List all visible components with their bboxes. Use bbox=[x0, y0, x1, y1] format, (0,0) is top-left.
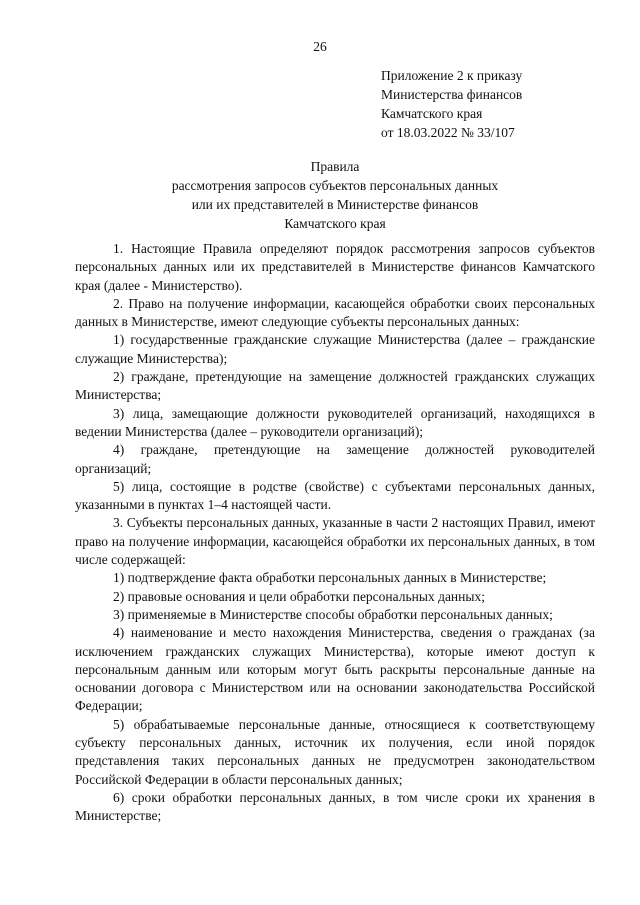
paragraph: 1. Настоящие Правила определяют порядок рассмотрения запросов субъектов персональных данных или их представителей в Министерстве финансов Камчатского края (далее - Министерство). bbox=[75, 241, 595, 293]
paragraph: 3) лица, замещающие должности руководителей организаций, находящихся в ведении Министерства (далее – руководители организаций); bbox=[75, 405, 595, 439]
paragraph: 4) наименование и место нахождения Министерства, сведения о гражданах (за исключением гражданских служащих Министерства), которые имеют доступ к персональным данным или которым могут быть раскрыты персональные данные на основании договора с Министерством или на основании законодательства Российской Федерации; bbox=[75, 625, 595, 714]
paragraph: 2. Право на получение информации, касающейся обработки своих персональных данных в Министерстве, имеют следующие субъекты персональных данных: bbox=[75, 295, 595, 330]
title-line: Камчатского края bbox=[284, 216, 386, 231]
appendix-line: Министерства финансов bbox=[381, 87, 523, 102]
appendix-line: Приложение 2 к приказу bbox=[381, 68, 523, 83]
paragraph: 3. Субъекты персональных данных, указанные в части 2 настоящих Правил, имеют право на получение информации, касающейся обработки их персональных данных, в том числе содержащей: bbox=[75, 515, 595, 568]
paragraph: 6) сроки обработки персональных данных, в том числе сроки их хранения в Министерстве; bbox=[75, 789, 595, 824]
title-line: или их представителей в Министерстве финансов bbox=[191, 197, 479, 212]
title-line: рассмотрения запросов субъектов персональных данных bbox=[171, 178, 499, 193]
appendix-line: Камчатского края bbox=[381, 106, 483, 121]
paragraph: 4) граждане, претендующие на замещение должностей руководителей организаций; bbox=[75, 442, 595, 476]
paragraph: 2) граждане, претендующие на замещение должностей гражданских служащих Министерства; bbox=[75, 369, 595, 403]
appendix-header bbox=[381, 66, 621, 142]
paragraph: 2) правовые основания и цели обработки персональных данных; bbox=[113, 588, 485, 604]
paragraph: 3) применяемые в Министерстве способы обработки персональных данных; bbox=[113, 606, 553, 622]
paragraph: 1) подтверждение факта обработки персональных данных в Министерстве; bbox=[113, 570, 547, 586]
page-number: 26 bbox=[313, 39, 327, 54]
document-body bbox=[75, 240, 595, 826]
paragraph: 5) обрабатываемые персональные данные, относящиеся к соответствующему субъекту персональных данных, источник их получения, если иной порядок представления таких персональных данных не предусмотрен законодательством Российской Федерации в области персональных данных; bbox=[75, 716, 595, 787]
title-line: Правила bbox=[310, 159, 360, 174]
appendix-date-line: от 18.03.2022 № 33/107 bbox=[381, 125, 515, 140]
paragraph: 5) лица, состоящие в родстве (свойстве) с субъектами персональных данных, указанными в пунктах 1–4 настоящей части. bbox=[75, 478, 595, 513]
paragraph: 1) государственные гражданские служащие Министерства (далее – гражданские служащие Министерства); bbox=[75, 332, 595, 366]
document-title bbox=[75, 157, 595, 233]
